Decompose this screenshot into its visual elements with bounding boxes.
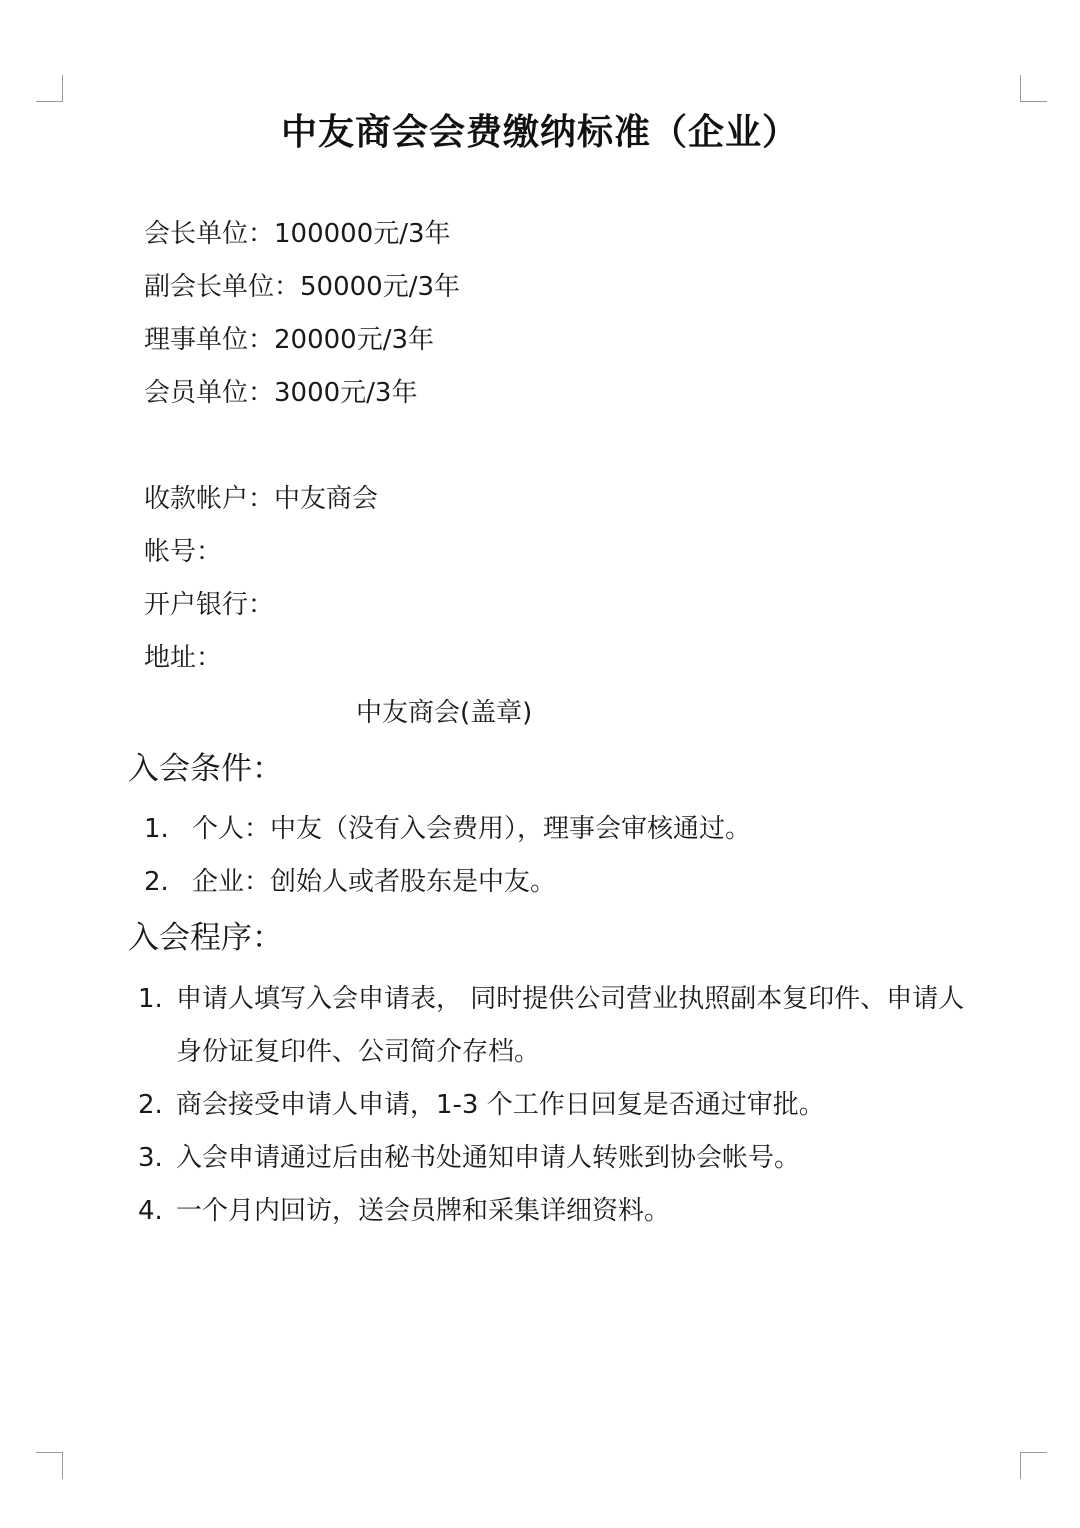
condition-number: 2. xyxy=(144,867,169,897)
procedure-text: 申请人填写入会申请表， 同时提供公司营业执照副本复印件、申请人 xyxy=(176,984,965,1014)
condition-text: 企业：创始人或者股东是中友。 xyxy=(192,867,557,897)
procedure-number: 1. xyxy=(138,984,163,1014)
procedure-number: 3. xyxy=(138,1143,163,1173)
account-number: 帐号： xyxy=(144,537,223,567)
page-corner-mark-top-right xyxy=(1020,75,1047,102)
fee-director-unit: 理事单位：20000元/3年 xyxy=(144,325,435,355)
procedure-text: 商会接受申请人申请，1-3 个工作日回复是否通过审批。 xyxy=(176,1090,825,1120)
address: 地址： xyxy=(144,643,223,673)
procedure-text: 一个月内回访，送会员牌和采集详细资料。 xyxy=(176,1196,671,1226)
seal-line: 中友商会(盖章) xyxy=(356,698,533,728)
fee-president-unit: 会长单位：100000元/3年 xyxy=(144,219,451,249)
fee-member-unit: 会员单位：3000元/3年 xyxy=(144,378,418,408)
procedure-number: 2. xyxy=(138,1090,163,1120)
opening-bank: 开户银行： xyxy=(144,590,275,620)
fee-vice-president-unit: 副会长单位：50000元/3年 xyxy=(144,272,461,302)
procedure-text-continued: 身份证复印件、公司简介存档。 xyxy=(176,1037,541,1067)
procedure-number: 4. xyxy=(138,1196,163,1226)
procedure-heading: 入会程序： xyxy=(128,920,283,956)
condition-text: 个人：中友（没有入会费用），理事会审核通过。 xyxy=(192,814,752,844)
document-title: 中友商会会费缴纳标准（企业） xyxy=(280,112,799,153)
procedure-text: 入会申请通过后由秘书处通知申请人转账到协会帐号。 xyxy=(176,1143,801,1173)
conditions-heading: 入会条件： xyxy=(128,751,283,787)
condition-number: 1. xyxy=(144,814,169,844)
page-corner-mark-top-left xyxy=(36,75,63,102)
page-corner-mark-bottom-left xyxy=(36,1452,63,1479)
payee-account: 收款帐户：中友商会 xyxy=(144,484,379,514)
page-corner-mark-bottom-right xyxy=(1020,1452,1047,1479)
